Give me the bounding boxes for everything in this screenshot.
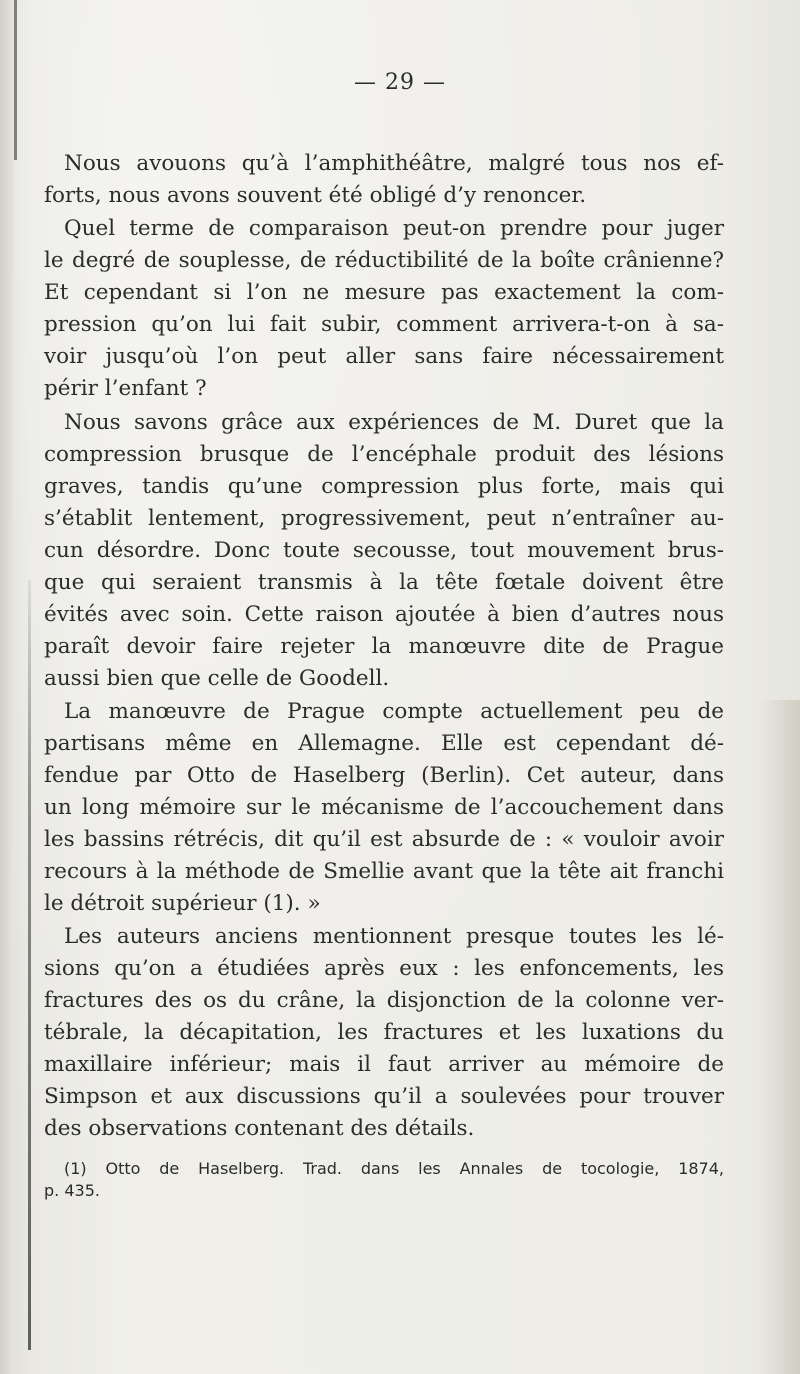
- text-line: graves, tandis qu’une compression plus forte, mais qui: [44, 474, 724, 499]
- text-line: un long mémoire sur le mécanisme de l’accouchement dans: [44, 795, 724, 820]
- text-line: La manœuvre de Prague compte actuellement peu de: [64, 699, 724, 724]
- text-line: Quel terme de comparaison peut-on prendre pour juger: [64, 216, 724, 241]
- text-line: Les auteurs anciens mentionnent presque toutes les lé-: [64, 924, 724, 949]
- text-line: le degré de souplesse, de réductibilité de la boîte crânienne?: [44, 248, 724, 273]
- text-line: Et cependant si l’on ne mesure pas exactement la com-: [44, 280, 724, 305]
- text-line: compression brusque de l’encéphale produit des lésions: [44, 442, 724, 467]
- text-line: des observations contenant des détails.: [44, 1116, 475, 1141]
- page-stain: [760, 700, 800, 1374]
- text-line: recours à la méthode de Smellie avant que la tête ait franchi: [44, 859, 724, 884]
- text-line: partisans même en Allemagne. Elle est cependant dé-: [44, 731, 724, 756]
- text-line: aussi bien que celle de Goodell.: [44, 666, 390, 691]
- footnote: (1) Otto de Haselberg. Trad. dans les Annales de tocologie, 1874,: [64, 1159, 724, 1178]
- text-line: fendue par Otto de Haselberg (Berlin). Cet auteur, dans: [44, 763, 724, 788]
- text-line: sions qu’on a étudiées après eux : les enfoncements, les: [44, 956, 724, 981]
- text-line: cun désordre. Donc toute secousse, tout mouvement brus-: [44, 538, 724, 563]
- gutter-shadow: [28, 580, 31, 1350]
- footnote: p. 435.: [44, 1181, 100, 1200]
- text-line: forts, nous avons souvent été obligé d’y renoncer.: [44, 183, 587, 208]
- text-line: maxillaire inférieur; mais il faut arriver au mémoire de: [44, 1052, 724, 1077]
- page-number: — 29 —: [354, 70, 446, 95]
- text-line: fractures des os du crâne, la disjonction de la colonne ver-: [44, 988, 724, 1013]
- text-line: que qui seraient transmis à la tête fœtale doivent être: [44, 570, 724, 595]
- text-line: Nous avouons qu’à l’amphithéâtre, malgré tous nos ef-: [64, 151, 724, 176]
- text-line: paraît devoir faire rejeter la manœuvre dite de Prague: [44, 634, 724, 659]
- text-line: périr l’enfant ?: [44, 376, 207, 401]
- text-line: s’établit lentement, progressivement, peut n’entraîner au-: [44, 506, 724, 531]
- text-line: tébrale, la décapitation, les fractures et les luxations du: [44, 1020, 724, 1045]
- text-line: évités avec soin. Cette raison ajoutée à bien d’autres nous: [44, 602, 724, 627]
- text-line: pression qu’on lui fait subir, comment arrivera-t-on à sa-: [44, 312, 724, 337]
- text-line: les bassins rétrécis, dit qu’il est absurde de : « vouloir avoir: [44, 827, 724, 852]
- text-line: le détroit supérieur (1). »: [44, 891, 321, 916]
- binding-edge: [0, 0, 14, 1374]
- text-line: Nous savons grâce aux expériences de M. Duret que la: [64, 410, 724, 435]
- text-line: Simpson et aux discussions qu’il a soulevées pour trouver: [44, 1084, 724, 1109]
- text-line: voir jusqu’où l’on peut aller sans faire nécessairement: [44, 344, 724, 369]
